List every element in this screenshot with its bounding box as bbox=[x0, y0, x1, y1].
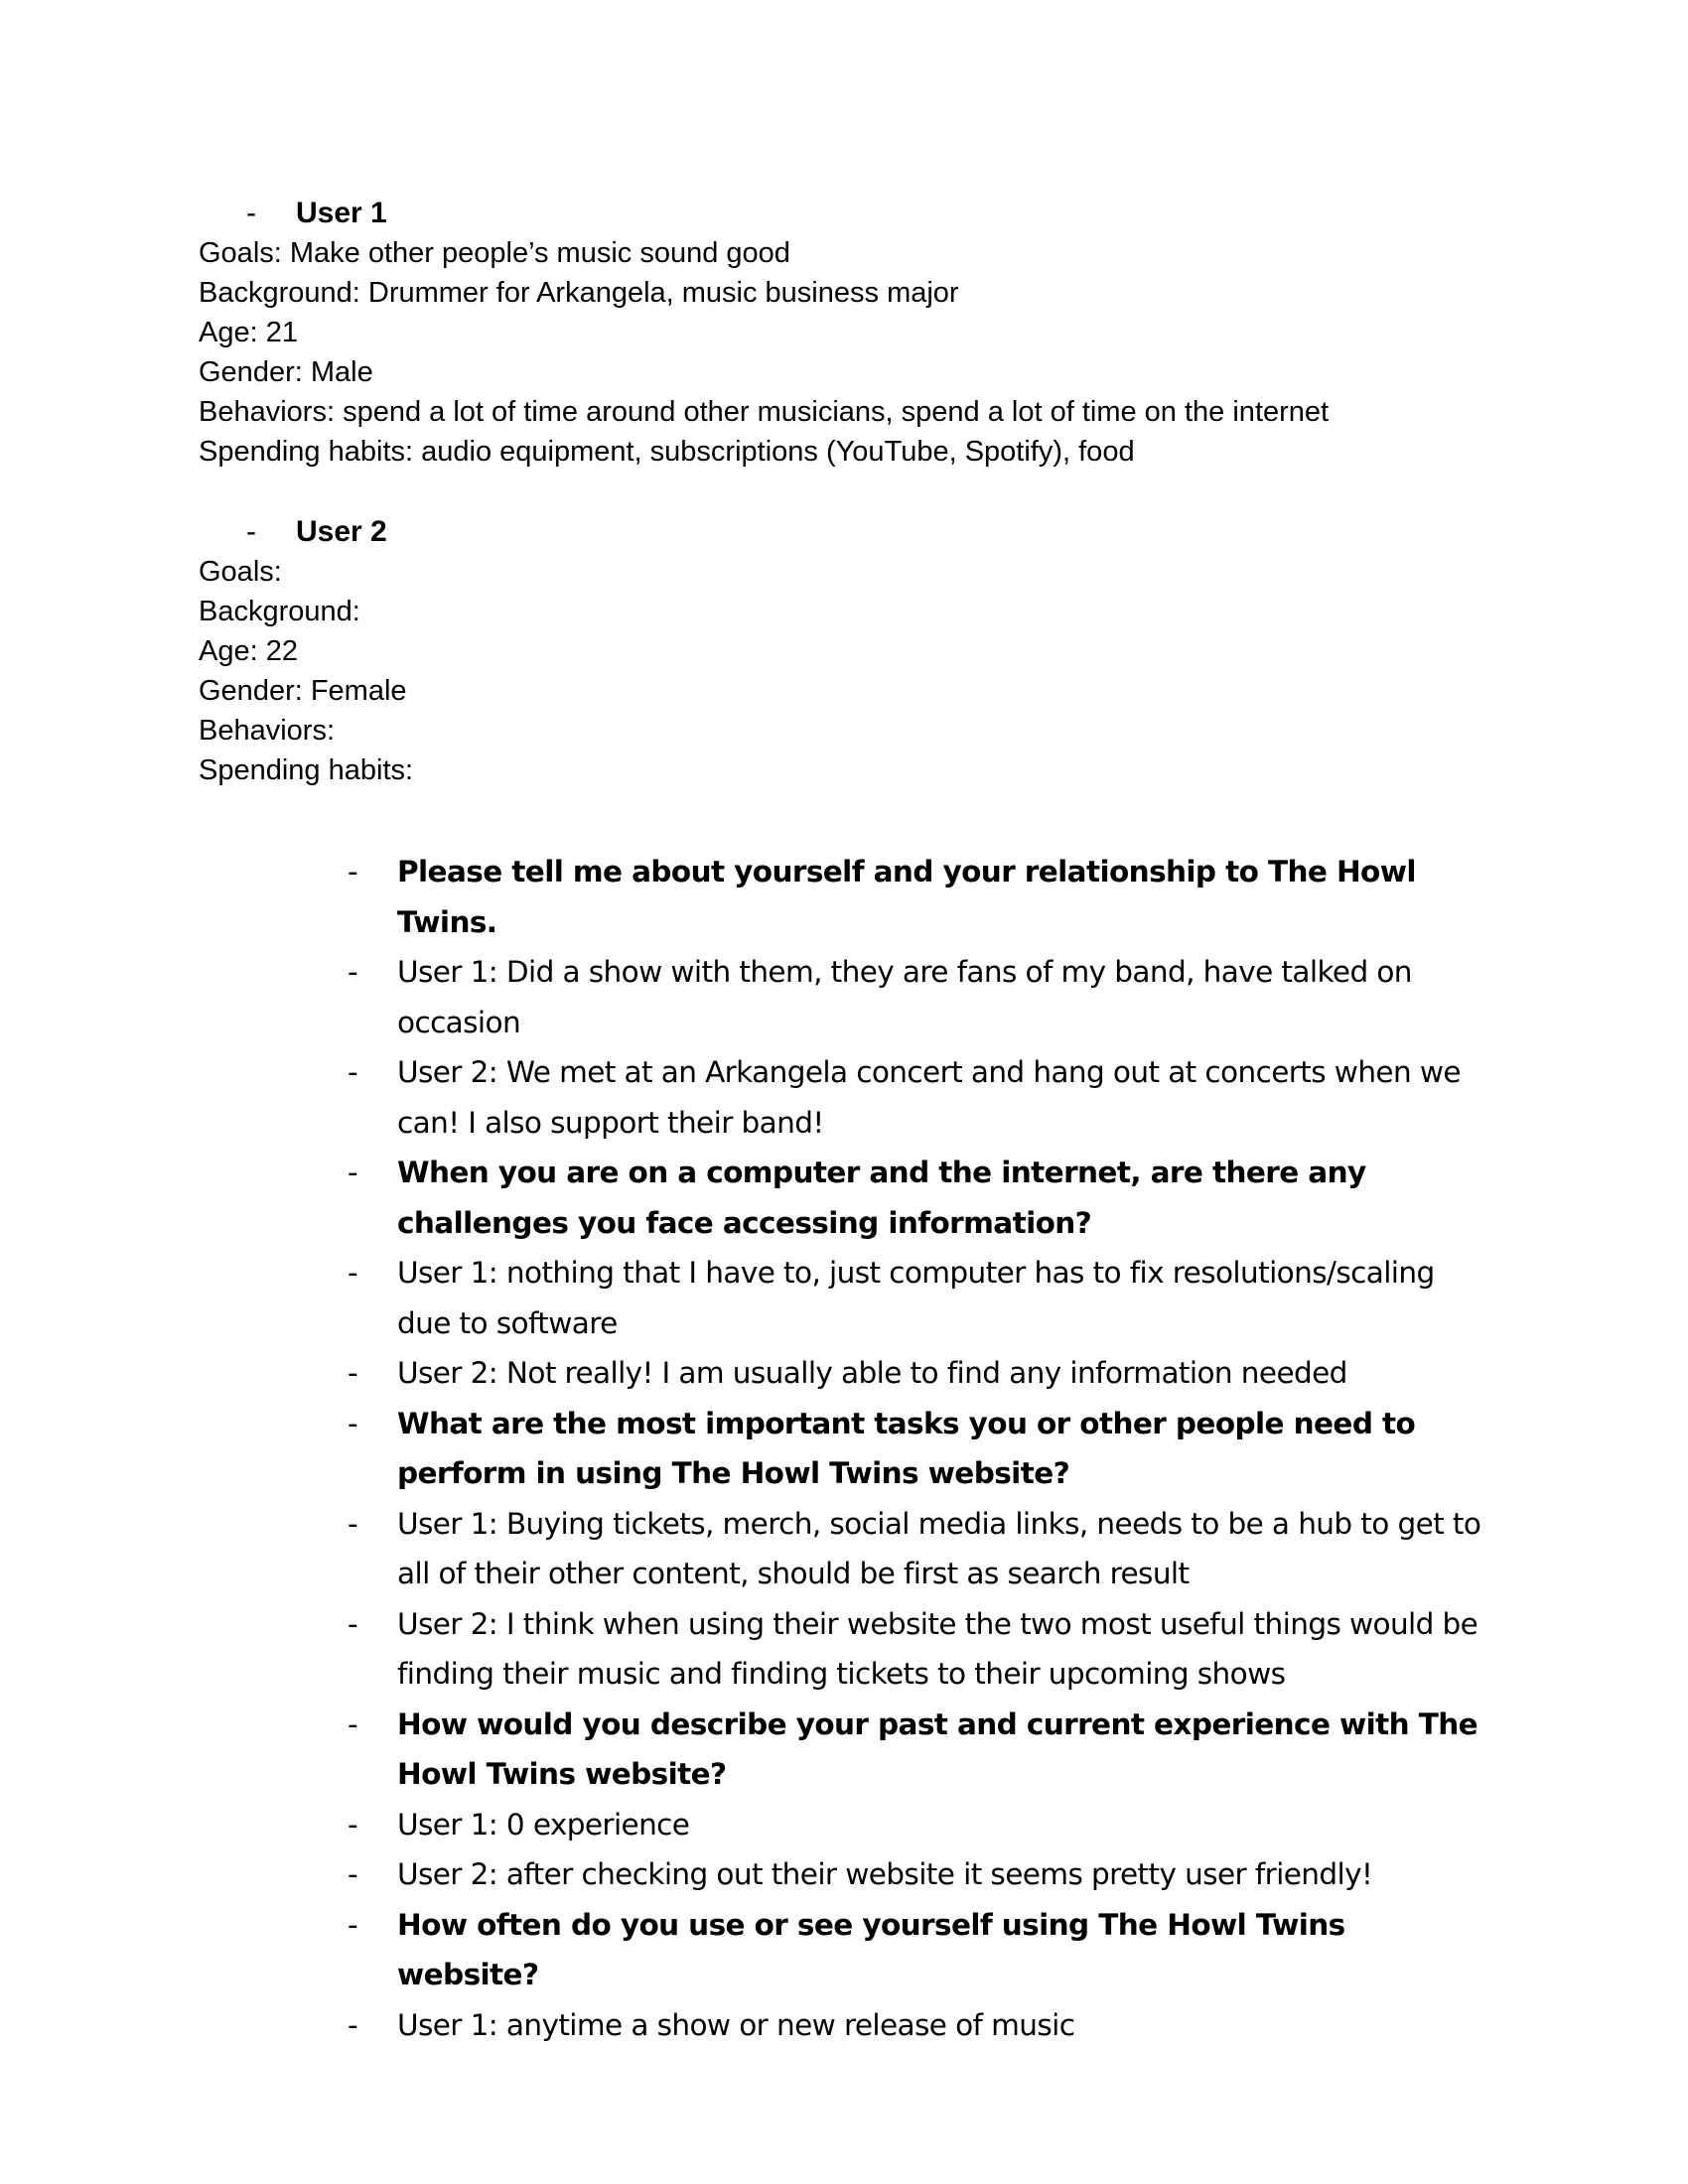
question-text: How often do you use or see yourself using The Howl Twins website? bbox=[397, 1907, 1345, 1991]
bullet-dash: - bbox=[348, 1706, 358, 1741]
persona-background: Background: Drummer for Arkangela, music business major bbox=[199, 277, 959, 309]
persona-spending-habits: Spending habits: audio equipment, subscriptions (YouTube, Spotify), food bbox=[199, 436, 1135, 468]
answer-text: User 1: anytime a show or new release of music bbox=[397, 2007, 1075, 2042]
answer-text: User 2: We met at an Arkangela concert and hang out at concerts when we can! I also support their band! bbox=[397, 1055, 1461, 1140]
persona-heading bbox=[199, 512, 1489, 552]
bullet-dash: - bbox=[348, 1857, 358, 1891]
answer-text: User 2: Not really! I am usually able to find any information needed bbox=[397, 1356, 1347, 1390]
persona-goals: Goals: Make other people’s music sound good bbox=[199, 237, 790, 269]
question-text: Please tell me about yourself and your relationship to The Howl Twins. bbox=[397, 855, 1416, 939]
persona-title: User 2 bbox=[296, 515, 387, 548]
bullet-dash: - bbox=[348, 1606, 358, 1641]
interview-question bbox=[338, 1399, 1489, 1499]
persona-background: Background: bbox=[199, 596, 360, 627]
answer-text: User 1: 0 experience bbox=[397, 1807, 690, 1842]
persona-spending-habits: Spending habits: bbox=[199, 754, 414, 786]
bullet-dash: - bbox=[348, 1356, 358, 1390]
interview-answer bbox=[338, 1047, 1489, 1148]
interview-answer bbox=[338, 2000, 1489, 2051]
persona-behaviors: Behaviors: bbox=[199, 715, 336, 747]
answer-text: User 1: Did a show with them, they are fans of my band, have talked on occasion bbox=[397, 955, 1412, 1039]
answer-text: User 1: Buying tickets, merch, social media links, needs to be a hub to get to all of their other content, should be first as search result bbox=[397, 1506, 1481, 1590]
interview-answer bbox=[338, 1800, 1489, 1850]
bullet-dash: - bbox=[348, 2007, 358, 2042]
bullet-dash: - bbox=[348, 1256, 358, 1290]
interview-answer bbox=[338, 1599, 1489, 1700]
bullet-dash: - bbox=[348, 955, 358, 989]
interview-list bbox=[338, 847, 1489, 2050]
persona-behaviors: Behaviors: spend a lot of time around other musicians, spend a lot of time on the internet bbox=[199, 396, 1330, 428]
persona-age: Age: 22 bbox=[199, 635, 298, 667]
answer-text: User 1: nothing that I have to, just computer has to fix resolutions/scaling due to software bbox=[397, 1256, 1435, 1340]
bullet-dash: - bbox=[348, 855, 358, 888]
interview-answer bbox=[338, 947, 1489, 1047]
bullet-dash: - bbox=[348, 1506, 358, 1541]
question-text: When you are on a computer and the internet, are there any challenges you face accessing information? bbox=[397, 1156, 1366, 1240]
interview-answer bbox=[338, 1499, 1489, 1599]
persona-heading bbox=[199, 194, 1489, 233]
bullet-dash: - bbox=[348, 1406, 358, 1440]
bullet-dash: - bbox=[348, 1807, 358, 1842]
bullet-dash: - bbox=[348, 1156, 358, 1189]
persona-gender: Gender: Male bbox=[199, 356, 373, 388]
interview-question bbox=[338, 1900, 1489, 2000]
interview-answer bbox=[338, 1849, 1489, 1900]
question-text: What are the most important tasks you or other people need to perform in using The Howl Twins website? bbox=[397, 1406, 1416, 1490]
persona-user-2 bbox=[199, 512, 1489, 790]
bullet-dash: - bbox=[348, 1055, 358, 1089]
persona-goals: Goals: bbox=[199, 556, 282, 588]
interview-question bbox=[338, 847, 1489, 947]
interview-question bbox=[338, 1148, 1489, 1248]
bullet-dash: - bbox=[246, 515, 256, 548]
answer-text: User 2: after checking out their website it seems pretty user friendly! bbox=[397, 1857, 1373, 1891]
bullet-dash: - bbox=[348, 1907, 358, 1942]
interview-answer bbox=[338, 1348, 1489, 1399]
interview-answer bbox=[338, 1248, 1489, 1348]
answer-text: User 2: I think when using their website the two most useful things would be finding their music and finding tickets to their upcoming shows bbox=[397, 1606, 1478, 1691]
persona-age: Age: 21 bbox=[199, 317, 298, 348]
persona-gender: Gender: Female bbox=[199, 675, 407, 707]
question-text: How would you describe your past and current experience with The Howl Twins website? bbox=[397, 1706, 1478, 1791]
persona-title: User 1 bbox=[296, 197, 387, 229]
persona-user-1 bbox=[199, 194, 1489, 472]
interview-question bbox=[338, 1700, 1489, 1800]
bullet-dash: - bbox=[246, 197, 256, 229]
